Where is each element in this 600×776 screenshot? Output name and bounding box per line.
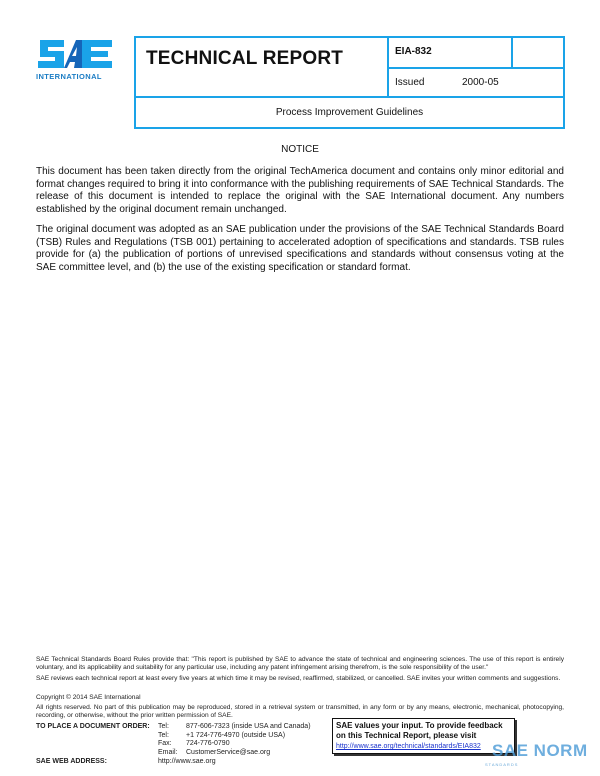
- fax-number: 724-776-0790: [186, 740, 230, 748]
- web-address-label: SAE WEB ADDRESS:: [36, 758, 107, 765]
- feedback-box: [332, 718, 515, 754]
- feedback-line-2: on this Technical Report, please visit: [336, 731, 477, 740]
- document-number: EIA-832: [395, 46, 432, 57]
- contact-row: [158, 740, 311, 749]
- legal-rights: All rights reserved. No part of this publication may be reproduced, stored in a retrieval system or transmitted, in any form or by any means, electronic, mechanical, photocopying, recording, or otherwise, without the prior written permission of SAE.: [36, 704, 564, 720]
- issued-label: Issued: [395, 77, 425, 88]
- contact-label: Tel:: [158, 731, 169, 739]
- phone-inside-usa[interactable]: 877-606-7323 (inside USA and Canada): [186, 723, 311, 730]
- watermark-logo: SAE NORM: [492, 741, 588, 760]
- issued-date: 2000-05: [462, 77, 499, 88]
- document-type-title: TECHNICAL REPORT: [146, 48, 344, 69]
- watermark-subtext: STANDARDS: [485, 762, 519, 767]
- divider-v2: [511, 36, 513, 69]
- contact-row: [158, 732, 311, 741]
- logo-subtitle: INTERNATIONAL: [36, 72, 102, 81]
- divider-h2: [134, 96, 565, 98]
- feedback-link[interactable]: http://www.sae.org/technical/standards/EIA832: [336, 743, 481, 750]
- legal-review: SAE reviews each technical report at least every five years at which time it may be revised, reaffirmed, stabilized, or cancelled. SAE invites your written comments and suggestions.: [36, 675, 561, 682]
- divider-h1: [387, 67, 565, 69]
- feedback-line-1: SAE values your input. To provide feedback: [336, 721, 503, 730]
- order-label: TO PLACE A DOCUMENT ORDER:: [36, 723, 150, 730]
- legal-tsb-rules: SAE Technical Standards Board Rules provide that: "This report is published by SAE to advance the state of technical and engineering sciences. The use of this report is entirely voluntary, and its applicability and suitability for any particular use, including any patent infringement arising therefrom, is the sole responsibility of the user.": [36, 656, 564, 672]
- notice-paragraph-1: This document has been taken directly from the original TechAmerica document and contains only minor editorial and format changes required to bring it into conformance with the publishing requirements of SAE Technical Standards. The release of this document is intended to replace the original with the SAE International document. Any numbers established by the original document remain unchanged.: [36, 166, 564, 215]
- contact-list: [158, 723, 311, 767]
- web-address-link[interactable]: http://www.sae.org: [158, 757, 216, 765]
- notice-paragraph-2: The original document was adopted as an SAE publication under the provisions of the SAE Technical Standards Board (TSB) Rules and Regulations (TSB 001) pertaining to accelerated adoption of specifications and standards. TSB rules provide for (a) the publication of portions of unrevised specifications and standards without consensus voting at the SAE committee level, and (b) the use of the existing specification or standard format.: [36, 224, 564, 273]
- legal-copyright: Copyright © 2014 SAE International: [36, 694, 141, 701]
- document-subject: Process Improvement Guidelines: [275, 107, 424, 118]
- notice-heading: NOTICE: [281, 144, 319, 155]
- sae-logo-icon: [36, 36, 116, 72]
- contact-row: [158, 723, 311, 732]
- email-link[interactable]: CustomerService@sae.org: [186, 749, 271, 757]
- phone-outside-usa[interactable]: +1 724-776-4970 (outside USA): [186, 731, 286, 739]
- contact-row: [158, 749, 311, 758]
- contact-label: Tel:: [158, 723, 169, 730]
- contact-label: Email:: [158, 749, 178, 757]
- contact-label: Fax:: [158, 740, 172, 748]
